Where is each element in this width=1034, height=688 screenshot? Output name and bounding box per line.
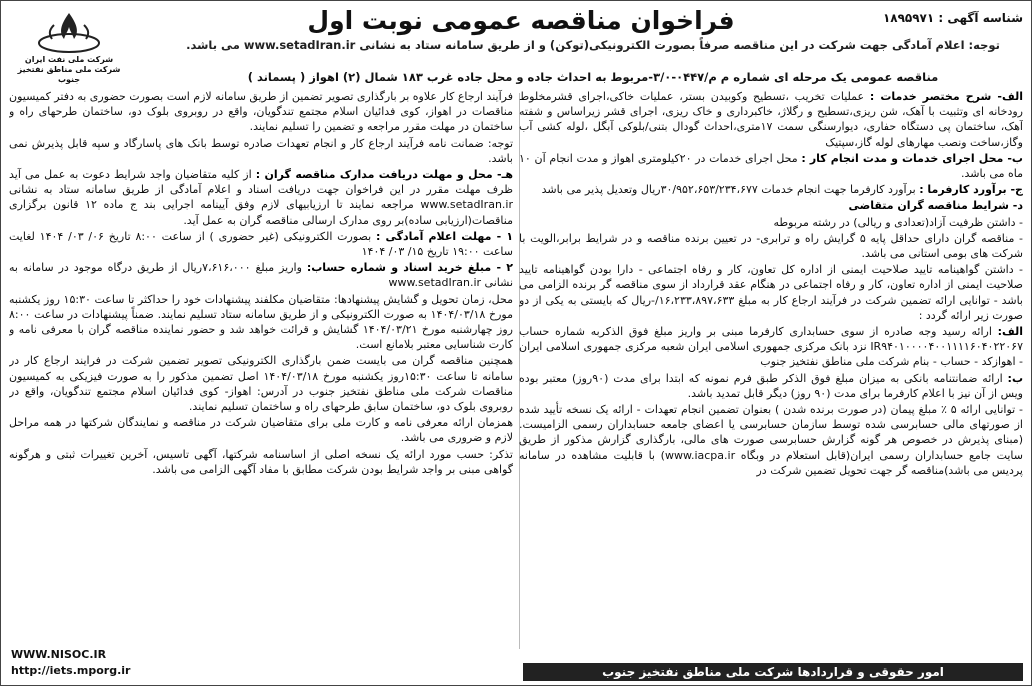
paragraph-text: عملیات تخریب ،تسطیح وکوبیدن بستر، عملیات خاکی،اجرای قشرمخلوط رودخانه ای وتثبیت با آهک، شن ریزی،تسطیح و رگلاژ، خاکبرداری و خاک ریزی، اجرای قشر زیراساس و شفته آهک، ساختمان پی دستگاه حفاری، دیوارسنگی سمت ۱۷متری،احداث گودال بتنی/بلوکی آبگل ،لوله کشی آب وگاز،ساخت ونصب مهارهای لوله گاز،سپتیک xyxy=(519,90,1023,149)
paragraph-text: توجه: ضمانت نامه فرآیند ارجاع کار و انجام تعهدات صادره توسط بانک های پاسارگاد و سپه قابل پذیرش نمی باشد. xyxy=(9,136,513,165)
section-heading: الف- شرح مختصر خدمات : xyxy=(869,90,1023,103)
paragraph-text: محل، زمان تحویل و گشایش پیشنهادها: متقاضیان مکلفند پیشنهادات خود را حداکثر تا ساعت ۱۵:۳۰ روز یکشنبه مورخ ۱۴۰۴/۰۳/۱۸ به صورت الکترونیکی و از طریق سامانه ستاد تسلیم نمایند. ضمناً پیشنهادات در ساعت ۸:۰۰ روز چهارشنبه مورخ ۱۴۰۴/۰۳/۲۱ گشایش و قرائت خواهد شد و حضور نماینده مناقصه گران با معرفی نامه و کارت شناسایی معتبر بلامانع است. xyxy=(9,292,513,352)
paragraph-text: محل اجرای خدمات در ۲۰کیلومتری اهواز و مدت انجام آن ۱۰ ماه می باشد. xyxy=(519,151,1023,181)
paragraph-text: - توانایی ارائه ۵ ٪ مبلغ پیمان (در صورت برنده شدن ) بعنوان تضمین انجام تعهدات - ارائه یک نسخه تأیید شده از صورتهای مالی حسابرسی شده توسط سازمان حسابرسی یا اعضای جامعه حسابداران رسمی الزامیست. (مبنای پذیرش در خصوص هر گونه گزارش حسابرسی صورت های مالی، بارگذاری گزارش مذکور از طریق سایت جامع حسابداران رسمی ایران(قابل استعلام در وبگاه www.iacpa.ir) با قابلیت مشاهده در سامانه پردیس می باشد)مناقصه گر جهت تحویل تضمین شرکت در xyxy=(519,403,1023,477)
paragraph xyxy=(519,231,1023,261)
paragraph-text: همچنین مناقصه گران می بایست ضمن بارگذاری الکترونیکی تصویر تضمین شرکت در فرایند ارجاع کار در سامانه تا ساعت ۱۵:۳۰روز یکشنبه مورخ ۱۴۰۴/۰۳/۱۸ اصل تضمین مذکور را به صورت فیزیکی به کمیسیون مناقصات شرکت ملی مناطق نفتخیز جنوب در آدرس: اهواز- کوی فدائیان اسلام مجتمع تندگویان، واقع در روبروی بلوک دو، ساختمان سابق طرحهای راه و ساختمان تسلیم نمایند. xyxy=(9,354,513,414)
paragraph-text: ارائه ضمانتنامه بانکی به میزان مبلغ فوق الذکر طبق فرم نمونه که ابتدا برای مدت (۹۰روز) معتبر بوده ویس از آن نیز با اعلام کارفرما برای مدت (۹۰ روز) دیگر قابل تمدید باشد. xyxy=(519,371,1023,400)
paragraph xyxy=(519,89,1023,150)
ad-number: شناسه آگهی : ۱۸۹۵۹۷۱ xyxy=(882,11,1023,25)
paragraph xyxy=(519,324,1023,370)
paragraph xyxy=(9,292,513,353)
logo-text-1: شرکت ملی نفت ایران xyxy=(24,55,114,64)
flame-logo-icon xyxy=(34,9,104,55)
footer-url-nisoc[interactable]: WWW.NISOC.IR xyxy=(11,648,107,661)
paragraph-text: از کلیه متقاضیان واجد شرایط دعوت به عمل می آید ظرف مهلت مقرر در این فراخوان جهت دریافت اسناد و اعلام آمادگی از طریق سامانه ستاد به نشانی www.setadIran.ir مراجعه نمایند تا ارزیابیهای لازم وفق آیینامه اجرایی بند ج ماده ۱۲ قانون برگزاری مناقصات(ارزیابی ساده)بر روی مدارک ارسالی مناقصه گران به عمل آید. xyxy=(9,168,513,227)
logo-text-2: شرکت ملی مناطق نفتخیز جنوب xyxy=(17,65,121,84)
paragraph xyxy=(9,229,513,259)
paragraph-text: - مناقصه گران دارای حداقل پایه ۵ گرایش راه و ترابری- در تعیین برنده مناقصه و در شرایط برابر،الویت با شرکت های بومی استانی می باشد. xyxy=(519,231,1023,261)
section-heading: هـ- محل و مهلت دریافت مدارک مناقصه گران : xyxy=(255,168,513,182)
paragraph-text: - داشتن ظرفیت آزاد(تعدادی و ریالی) در رشته مربوطه xyxy=(773,215,1023,229)
left-column xyxy=(9,89,513,651)
paragraph xyxy=(519,215,1023,230)
section-heading: ج- برآورد کارفرما : xyxy=(919,183,1023,197)
paragraph xyxy=(9,167,513,228)
paragraph-text: برآورد کارفرما جهت انجام خدمات ۳۰/۹۵۲،۶۵۳/۲۳۴،۶۷۷ریال وتعدیل پذیر می باشد xyxy=(541,183,916,197)
paragraph-text: ارائه رسید وجه صادره از سوی حسابداری کارفرما مبنی بر واریز مبلغ فوق الذکربه شماره حساب IR۹۴۰۱۰۰۰۰۴۰۰۱۱۱۱۶۰۴۰۲۲۰۶۷ نزد بانک مرکزی جمهوری اسلامی ایران شعبه مرکزی جمهوری اسلامی ایران - اهوازکد - حساب - بنام شرکت ملی مناطق نفتخیز جنوب xyxy=(519,325,1023,369)
paragraph xyxy=(519,198,1023,213)
paragraph-text: بصورت الکترونیکی (غیر حضوری ) از ساعت ۸:۰۰ تاریخ ۰۶/ ۰۳/ ۱۴۰۴ لغایت ساعت ۱۹:۰۰ تاریخ ۱۵/ ۰۳/ ۱۴۰۴ xyxy=(9,229,513,259)
paragraph-text: فرآیند ارجاع کار علاوه بر بارگذاری تصویر تضمین از طریق سامانه لازم است بصورت حضوری به دفتر کمیسیون مناقصات در اهواز، کوی فدائیان اسلام مجتمع تندگویان، واقع در روبروی بلوک دو، ساختمان طرحهای راه و ساختمان در مهلت مقرر مراجعه و تضمین را تسلیم نمایند. xyxy=(9,90,513,134)
paragraph xyxy=(9,447,513,477)
paragraph xyxy=(519,262,1023,323)
paragraph-text: همزمان ارائه معرفی نامه و کارت ملی برای متقاضیان شرکت در مناقصه و نمایندگان شرکتها در همه مراحل لازم و ضروری می باشد. xyxy=(9,416,513,445)
paragraph-text: - داشتن گواهینامه تایید صلاحیت ایمنی از اداره کل تعاون، کار و رفاه اجتماعی - دارا بودن گواهینامه تایید صلاحیت ایمنی از اداره تعاون، کار و رفاه اجتماعی در هنگام عقد قرارداد از سوی مناقصه گر برنده الزامی می باشد - توانایی ارائه تضمین شرکت در فرآیند ارجاع کار به مبلغ ۱۶،۲۳۳،۸۹۷،۶۳۳/-ریال که بایستی به یکی از دو صورت زیر ارائه گردد : xyxy=(519,263,1023,322)
paragraph xyxy=(519,151,1023,181)
section-heading: ب: xyxy=(1007,371,1023,385)
paragraph xyxy=(9,260,513,290)
paragraph xyxy=(9,415,513,445)
section-heading: ۲ - مبلغ خرید اسناد و شماره حساب: xyxy=(306,261,513,275)
paragraph-text: تذکر: حسب مورد ارائه یک نسخه اصلی از اساسنامه شرکتها، آگهی تاسیس، آخرین تغییرات ثبتی و هرگونه گواهی مبنی بر واجد شرایط بودن شرکت مطابق با مفاد آگهی الزامی می باشد. xyxy=(9,447,513,476)
paragraph xyxy=(519,402,1023,478)
notice-line: توجه: اعلام آمادگی جهت شرکت در این مناقصه صرفاً بصورت الکترونیکی(توکن) و از طریق سامانه ستاد به نشانی www.setadIran.ir می باشد. xyxy=(186,38,1000,52)
paragraph xyxy=(519,371,1023,401)
company-logo xyxy=(9,9,129,84)
page-title: فراخوان مناقصه عمومی نوبت اول xyxy=(307,6,735,35)
paragraph-text: واریز مبلغ ۷،۶۱۶،۰۰۰ریال از طریق درگاه موجود در سامانه به نشانی www.setadIran.ir xyxy=(9,261,513,290)
paragraph xyxy=(9,89,513,135)
section-heading: د- شرایط مناقصه گران متقاضی xyxy=(848,199,1023,213)
paragraph xyxy=(9,353,513,414)
paragraph xyxy=(519,182,1023,197)
footer-urls xyxy=(11,647,130,679)
paragraph xyxy=(9,136,513,166)
section-heading: الف: xyxy=(997,325,1023,339)
footer-url-iets[interactable]: http://iets.mporg.ir xyxy=(11,664,131,677)
section-heading: ب- محل اجرای خدمات و مدت انجام کار : xyxy=(801,151,1023,165)
right-column xyxy=(519,89,1023,651)
section-heading: ۱ - مهلت اعلام آمادگی : xyxy=(375,229,513,243)
footer-banner: امور حقوقی و قراردادها شرکت ملی مناطق نفتخیز جنوب xyxy=(523,663,1023,681)
tender-line: مناقصه عمومی یک مرحله ای شماره م م/۰۴۴۷-۳/۰-مربوط به احداث جاده و محل جاده غرب ۱۸۳ شمال (۲) اهواز ( پسماند ) xyxy=(247,70,939,84)
